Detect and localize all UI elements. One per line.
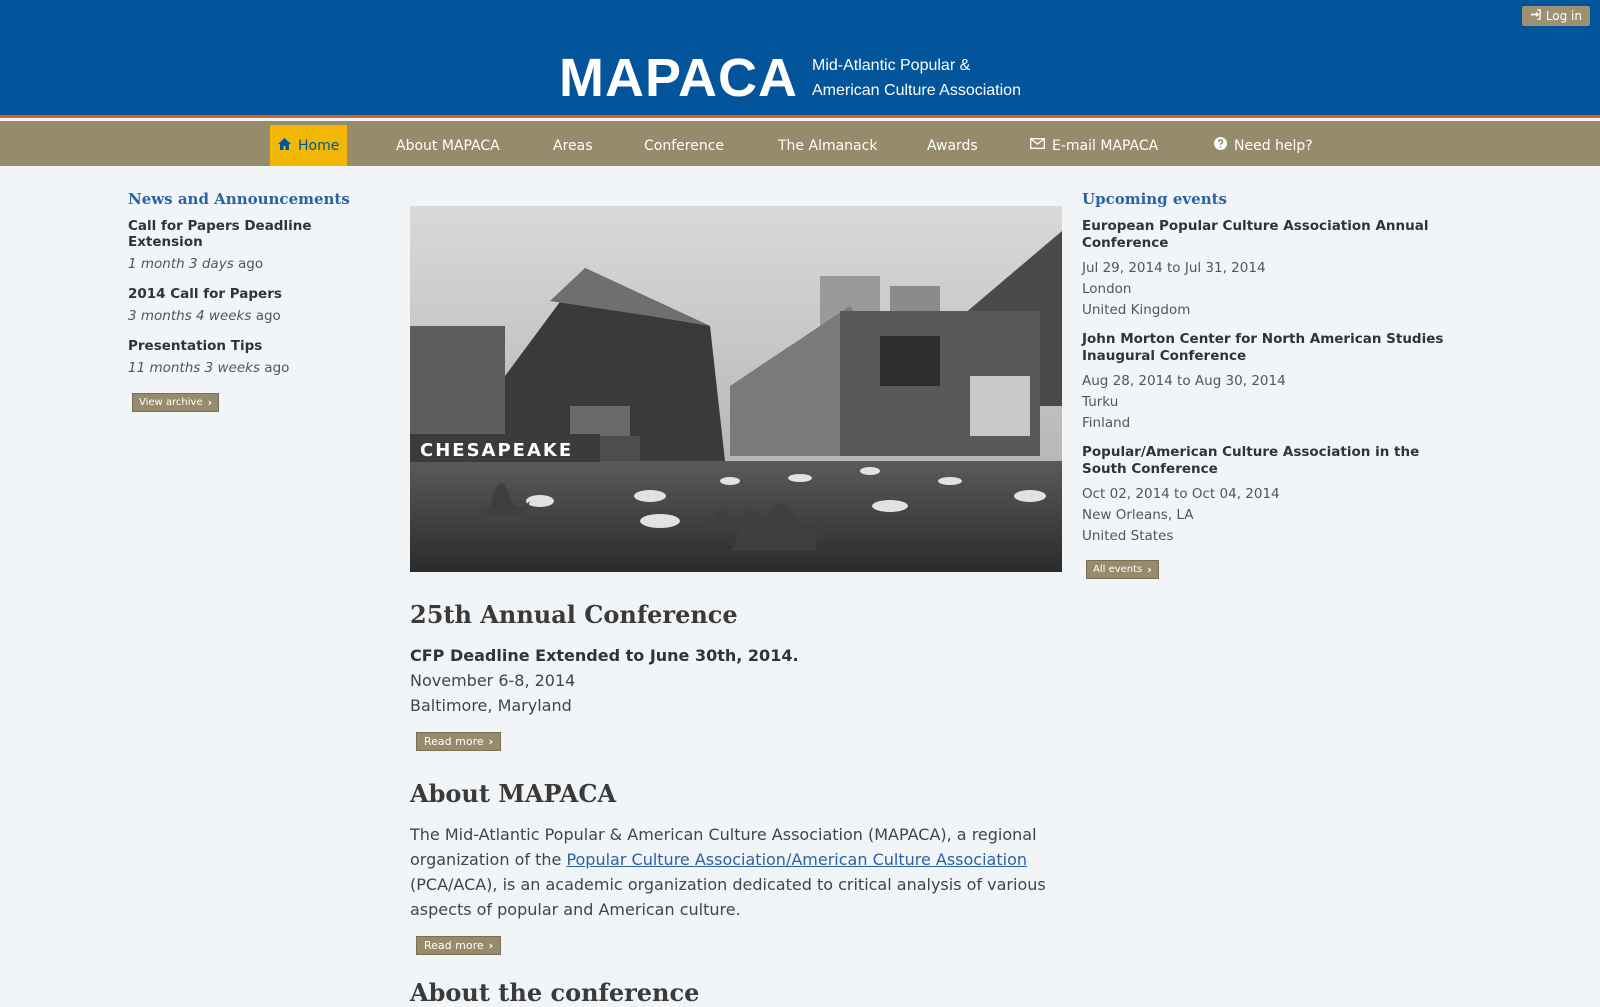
pca-aca-link[interactable]: Popular Culture Association/American Culture Association	[566, 850, 1027, 869]
read-more-label: Read more	[424, 735, 484, 748]
news-item-age: 11 months 3 weeks	[128, 360, 260, 376]
nav-email-label: E-mail MAPACA	[1052, 137, 1159, 154]
about-read-more-button[interactable]	[416, 936, 501, 955]
news-item-age: 3 months 4 weeks	[128, 308, 252, 324]
event-item	[1082, 218, 1462, 321]
event-title[interactable]: Popular/American Culture Association in the South Conference	[1082, 444, 1420, 477]
conference-dates: November 6-8, 2014	[410, 671, 576, 690]
event-dates: Jul 29, 2014 to Jul 31, 2014	[1082, 260, 1266, 276]
conference-heading: 25th Annual Conference	[410, 600, 738, 629]
chevron-right-icon: ›	[1147, 563, 1152, 576]
news-heading: News and Announcements	[128, 190, 350, 208]
about-text-start: The Mid-Atlantic Popular & American Culture Association (MAPACA), a regional organization of the	[410, 825, 1037, 869]
event-country: United Kingdom	[1082, 302, 1191, 318]
question-circle-icon	[1214, 137, 1227, 154]
chevron-right-icon: ›	[488, 735, 494, 748]
nav-item-about[interactable]	[388, 125, 508, 166]
news-item-suffix: ago	[255, 308, 281, 324]
event-title[interactable]: John Morton Center for North American Studies Inaugural Conference	[1082, 331, 1444, 364]
news-item-suffix: ago	[238, 256, 264, 272]
event-country: Finland	[1082, 415, 1131, 431]
events-sidebar	[1082, 190, 1462, 579]
nav-item-help[interactable]	[1206, 125, 1321, 166]
sign-in-icon	[1530, 9, 1541, 23]
nav-areas-label: Areas	[553, 137, 593, 154]
home-icon	[278, 138, 291, 154]
login-label: Log in	[1545, 9, 1582, 23]
nav-item-awards[interactable]	[919, 125, 986, 166]
news-item-title[interactable]: Call for Papers Deadline Extension	[128, 218, 312, 250]
all-events-label: All events	[1093, 564, 1143, 575]
news-item-age: 1 month 3 days	[128, 256, 234, 272]
nav-almanack-label: The Almanack	[778, 137, 878, 154]
event-dates: Aug 28, 2014 to Aug 30, 2014	[1082, 373, 1286, 389]
all-events-button[interactable]	[1086, 560, 1159, 579]
view-archive-button[interactable]	[132, 393, 219, 412]
event-item	[1082, 331, 1462, 434]
conference-read-more-button[interactable]	[416, 732, 501, 751]
nav-item-home[interactable]	[270, 125, 347, 166]
news-item-suffix: ago	[264, 360, 290, 376]
main-nav	[0, 121, 1600, 166]
nav-help-label: Need help?	[1234, 137, 1313, 154]
news-item-date	[128, 308, 378, 324]
news-sidebar	[128, 190, 378, 412]
news-item-title[interactable]: Presentation Tips	[128, 338, 263, 354]
about-text-end: (PCA/ACA), is an academic organization dedicated to critical analysis of various aspects of popular and American culture.	[410, 875, 1046, 919]
about-conference-heading: About the conference	[410, 978, 700, 1007]
event-item	[1082, 444, 1462, 547]
news-item-date	[128, 256, 378, 272]
event-city: Turku	[1082, 394, 1119, 410]
nav-item-email[interactable]	[1022, 125, 1166, 166]
logo-subtitle-line2: American Culture Association	[811, 82, 1021, 99]
login-button[interactable]	[1522, 6, 1590, 26]
main-content	[410, 190, 1062, 1007]
hero-sign-text: CHESAPEAKE	[420, 440, 574, 461]
logo-wordmark: MAPACA	[559, 48, 798, 108]
about-text	[410, 822, 1062, 922]
view-archive-label: View archive	[139, 397, 203, 408]
event-city: London	[1082, 281, 1132, 297]
news-item	[128, 218, 378, 272]
events-heading: Upcoming events	[1082, 190, 1227, 208]
envelope-icon	[1030, 138, 1045, 153]
cfp-notice: CFP Deadline Extended to June 30th, 2014.	[410, 646, 799, 665]
nav-awards-label: Awards	[927, 137, 978, 154]
event-dates: Oct 02, 2014 to Oct 04, 2014	[1082, 486, 1280, 502]
read-more-label: Read more	[424, 939, 484, 952]
nav-conference-label: Conference	[644, 137, 725, 154]
site-logo[interactable]	[559, 48, 1021, 108]
site-header	[0, 0, 1600, 118]
news-item	[128, 338, 378, 376]
nav-about-label: About MAPACA	[396, 137, 500, 154]
event-country: United States	[1082, 528, 1174, 544]
about-heading: About MAPACA	[410, 779, 617, 808]
nav-item-conference[interactable]	[636, 125, 732, 166]
chevron-right-icon: ›	[488, 939, 494, 952]
news-item-title[interactable]: 2014 Call for Papers	[128, 286, 282, 302]
harbor-photo	[410, 206, 1062, 572]
logo-subtitle	[812, 53, 1021, 103]
event-city: New Orleans, LA	[1082, 507, 1194, 523]
news-item	[128, 286, 378, 324]
news-item-date	[128, 360, 378, 376]
nav-item-areas[interactable]	[545, 125, 601, 166]
nav-item-almanack[interactable]	[770, 125, 885, 166]
chevron-right-icon: ›	[207, 396, 213, 409]
hero-image	[410, 206, 1062, 572]
event-title[interactable]: European Popular Culture Association Annual Conference	[1082, 218, 1429, 251]
nav-home-label: Home	[298, 137, 340, 154]
conference-location: Baltimore, Maryland	[410, 696, 572, 715]
logo-subtitle-line1: Mid-Atlantic Popular &	[811, 57, 971, 74]
